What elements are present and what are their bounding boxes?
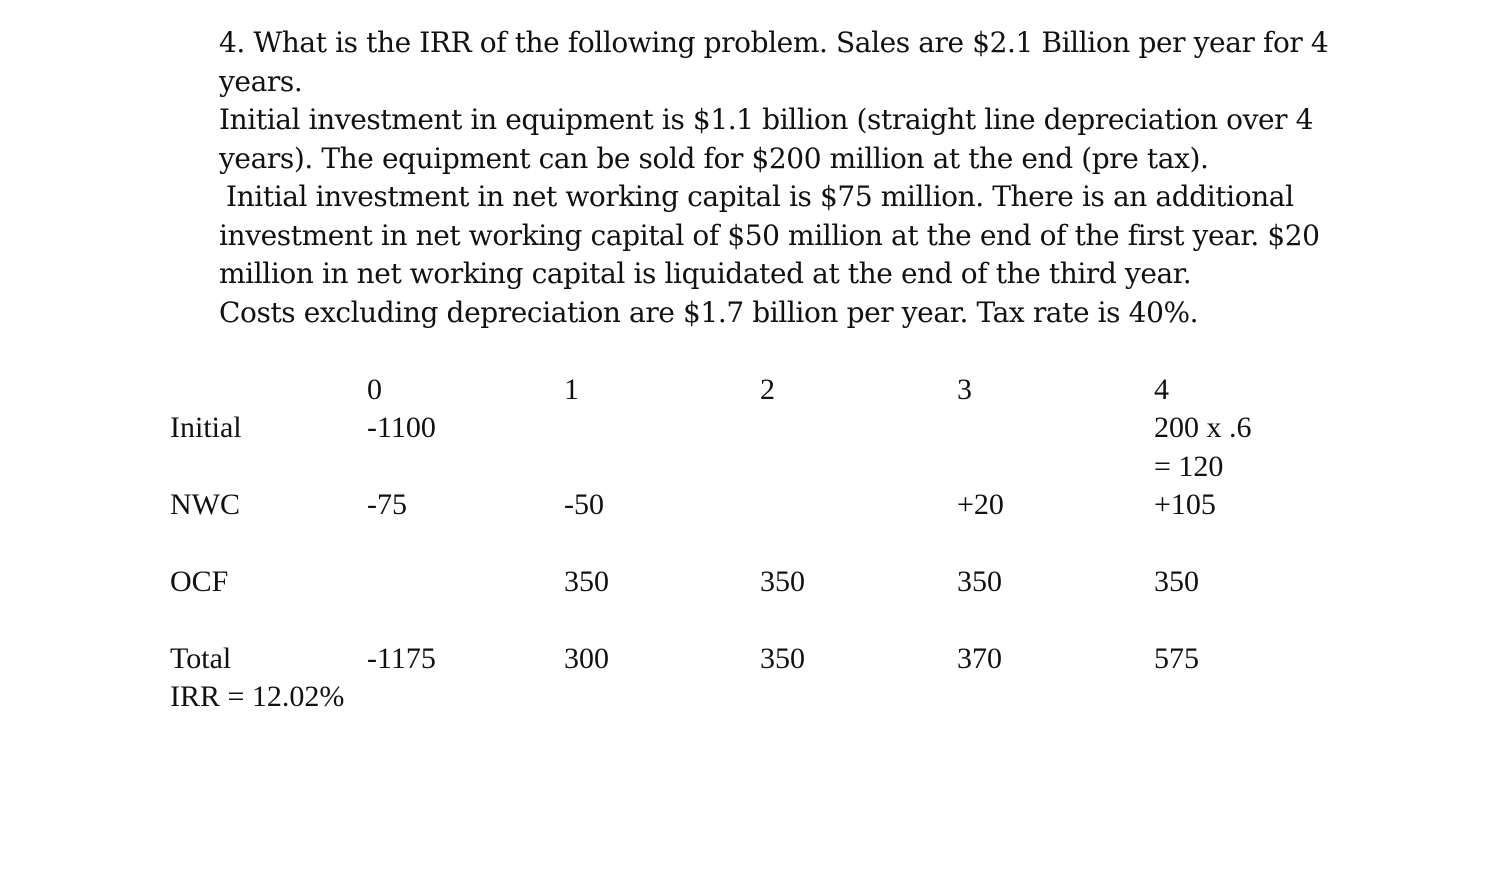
table-cell: +20 xyxy=(957,488,1004,521)
table-cell: -50 xyxy=(564,488,604,521)
row-label-initial: Initial xyxy=(170,411,242,444)
problem-line: years). The equipment can be sold for $200 million at the end (pre tax). xyxy=(219,141,1209,175)
problem-line: investment in net working capital of $50 million at the end of the first year. $20 xyxy=(219,218,1320,252)
table-cell: 350 xyxy=(760,642,805,675)
row-label-nwc: NWC xyxy=(170,488,240,521)
problem-line: years. xyxy=(219,64,303,98)
problem-line: Costs excluding depreciation are $1.7 billion per year. Tax rate is 40%. xyxy=(219,295,1199,329)
problem-line: 4. What is the IRR of the following problem. Sales are $2.1 Billion per year for 4 xyxy=(219,26,1329,59)
row-label-total: Total xyxy=(170,642,232,675)
table-cell: 300 xyxy=(564,642,609,675)
table-cell: -1175 xyxy=(367,642,436,675)
table-cell-continuation: = 120 xyxy=(1154,450,1224,483)
problem-line: Initial investment in net working capital is $75 million. There is an additional xyxy=(226,180,1294,213)
year-header-3: 3 xyxy=(957,373,972,406)
year-header-1: 1 xyxy=(564,373,579,406)
table-cell: -1100 xyxy=(367,411,436,444)
irr-result: IRR = 12.02% xyxy=(170,680,345,713)
table-cell: 350 xyxy=(957,565,1002,598)
table-cell: 350 xyxy=(1154,565,1199,598)
table-cell: -75 xyxy=(367,488,407,521)
problem-line: Initial investment in equipment is $1.1 billion (straight line depreciation over 4 xyxy=(219,103,1314,136)
problem-line: million in net working capital is liquidated at the end of the third year. xyxy=(219,257,1192,290)
table-cell: 370 xyxy=(957,642,1002,675)
table-cell: +105 xyxy=(1154,488,1216,521)
year-header-2: 2 xyxy=(760,373,775,406)
table-cell: 575 xyxy=(1154,642,1199,675)
year-header-4: 4 xyxy=(1154,373,1169,406)
table-cell: 350 xyxy=(564,565,609,598)
table-cell: 350 xyxy=(760,565,805,598)
row-label-ocf: OCF xyxy=(170,565,229,598)
year-header-0: 0 xyxy=(367,373,382,406)
table-cell: 200 x .6 xyxy=(1154,411,1252,444)
